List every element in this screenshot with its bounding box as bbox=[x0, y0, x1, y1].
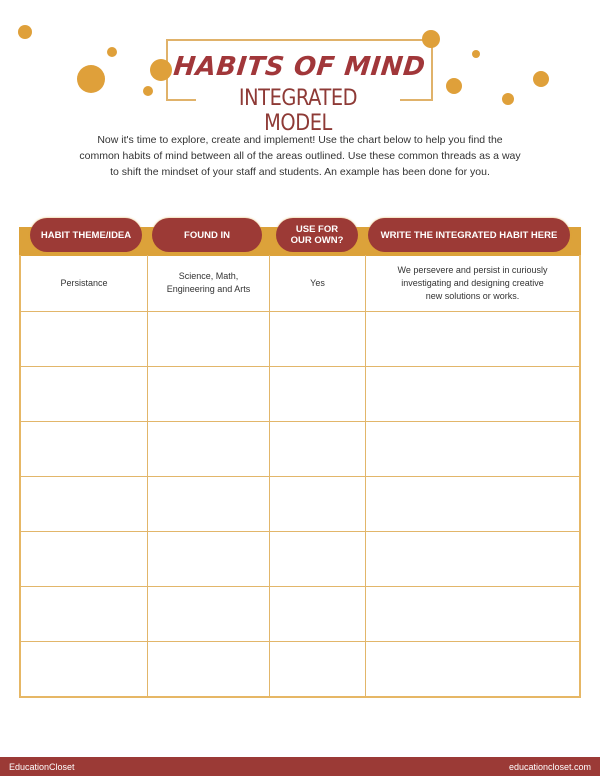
cell-habit[interactable] bbox=[21, 587, 148, 641]
column-header-label: OUR OWN? bbox=[290, 235, 344, 246]
cell-habit[interactable] bbox=[21, 532, 148, 586]
cell-integrated[interactable] bbox=[366, 642, 579, 696]
cell-found-in[interactable] bbox=[148, 367, 270, 421]
cell-found-in[interactable] bbox=[148, 422, 270, 476]
cell-use[interactable] bbox=[270, 642, 366, 696]
column-header-label: USE FOR bbox=[295, 224, 339, 235]
cell-text: Persistance bbox=[60, 277, 108, 288]
table-row bbox=[21, 586, 579, 641]
habits-table bbox=[19, 255, 581, 698]
column-header-use bbox=[276, 218, 358, 252]
cell-integrated[interactable] bbox=[366, 422, 579, 476]
cell-found-in[interactable] bbox=[148, 587, 270, 641]
decorative-dot-icon bbox=[472, 50, 480, 58]
cell-use[interactable] bbox=[270, 367, 366, 421]
footer-brand: EducationCloset bbox=[9, 761, 75, 772]
footer-url[interactable]: educationcloset.com bbox=[508, 761, 591, 772]
frame-line bbox=[166, 99, 196, 101]
cell-use[interactable] bbox=[270, 477, 366, 531]
cell-integrated[interactable] bbox=[366, 532, 579, 586]
cell-use[interactable] bbox=[270, 422, 366, 476]
column-header-label: FOUND IN bbox=[184, 229, 230, 241]
cell-text: new solutions or works. bbox=[425, 290, 520, 301]
decorative-dot-icon bbox=[446, 78, 462, 94]
table-row bbox=[21, 255, 579, 311]
column-header-label: HABIT THEME/IDEA bbox=[40, 229, 132, 241]
cell-text: We persevere and persist in curiously bbox=[397, 264, 548, 275]
table-row bbox=[21, 476, 579, 531]
cell-found-in[interactable] bbox=[148, 532, 270, 586]
table-row bbox=[21, 421, 579, 476]
decorative-dot-icon bbox=[107, 47, 117, 57]
intro-line: common habits of mind between all of the areas outlined. Use these common threads as a way bbox=[79, 150, 521, 162]
cell-integrated[interactable] bbox=[366, 367, 579, 421]
column-header-label: WRITE THE INTEGRATED HABIT HERE bbox=[380, 229, 558, 241]
table-row bbox=[21, 641, 579, 696]
table-row bbox=[21, 311, 579, 366]
cell-use[interactable] bbox=[270, 312, 366, 366]
cell-habit[interactable] bbox=[21, 255, 148, 311]
column-header-found-in bbox=[152, 218, 262, 252]
decorative-dot-icon bbox=[143, 86, 153, 96]
footer bbox=[0, 757, 600, 776]
column-header-integrated bbox=[368, 218, 570, 252]
cell-integrated[interactable] bbox=[366, 312, 579, 366]
cell-habit[interactable] bbox=[21, 312, 148, 366]
decorative-dot-icon bbox=[533, 71, 549, 87]
table-row bbox=[21, 366, 579, 421]
cell-text: Engineering and Arts bbox=[166, 284, 251, 294]
intro-line: to shift the mindset of your staff and students. An example has been done for you. bbox=[110, 166, 490, 178]
cell-integrated[interactable] bbox=[366, 587, 579, 641]
page-subtitle: INTEGRATED MODEL bbox=[208, 86, 388, 136]
cell-found-in[interactable] bbox=[148, 312, 270, 366]
decorative-dot-icon bbox=[502, 93, 514, 105]
cell-found-in[interactable] bbox=[148, 642, 270, 696]
cell-integrated[interactable] bbox=[366, 255, 579, 311]
decorative-dot-icon bbox=[422, 30, 440, 48]
cell-habit[interactable] bbox=[21, 477, 148, 531]
table-row bbox=[21, 531, 579, 586]
decorative-dot-icon bbox=[18, 25, 32, 39]
cell-habit[interactable] bbox=[21, 367, 148, 421]
cell-text: investigating and designing creative bbox=[401, 277, 544, 288]
intro-text bbox=[50, 132, 550, 180]
cell-text: Yes bbox=[310, 277, 325, 288]
cell-use[interactable] bbox=[270, 532, 366, 586]
intro-line: Now it's time to explore, create and implement! Use the chart below to help you find the bbox=[97, 134, 503, 146]
page-title: HABITS OF MIND bbox=[172, 52, 427, 82]
cell-text: Science, Math, bbox=[178, 271, 239, 281]
cell-use[interactable] bbox=[270, 255, 366, 311]
cell-found-in[interactable] bbox=[148, 477, 270, 531]
cell-use[interactable] bbox=[270, 587, 366, 641]
cell-found-in[interactable] bbox=[148, 255, 270, 311]
decorative-dot-icon bbox=[77, 65, 105, 93]
cell-habit[interactable] bbox=[21, 642, 148, 696]
frame-line bbox=[400, 99, 433, 101]
cell-habit[interactable] bbox=[21, 422, 148, 476]
cell-integrated[interactable] bbox=[366, 477, 579, 531]
column-header-habit bbox=[30, 218, 142, 252]
